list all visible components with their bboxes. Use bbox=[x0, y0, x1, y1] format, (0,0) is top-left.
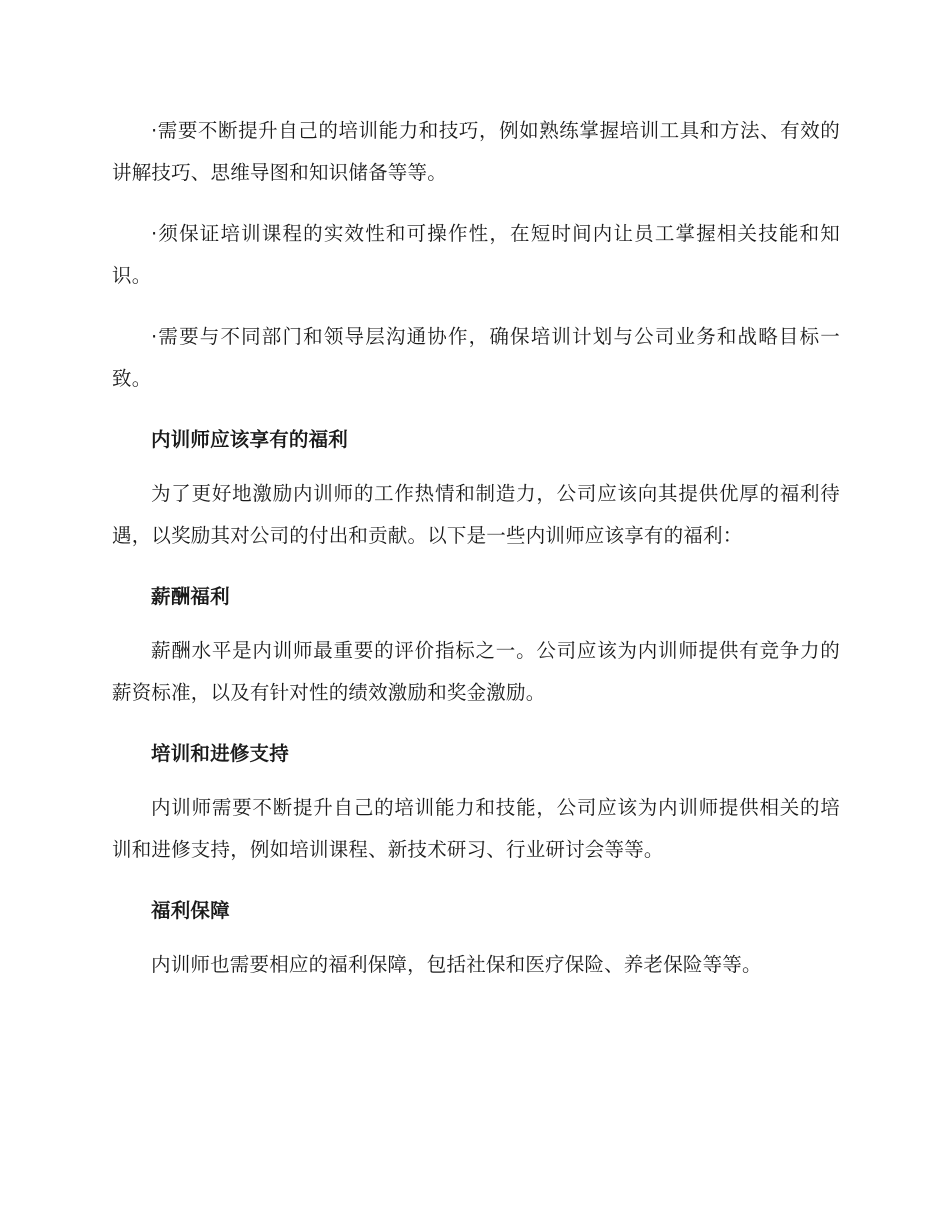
section-heading-benefits: 内训师应该享有的福利 bbox=[151, 428, 349, 451]
paragraph-benefits-intro: 为了更好地激励内训师的工作热情和制造力，公司应该向其提供优厚的福利待遇，以奖励其对公司的付出和贡献。以下是一些内训师应该享有的福利： bbox=[112, 482, 840, 547]
bullet-paragraph-communication: ·需要与不同部门和领导层沟通协作，确保培训计划与公司业务和战略目标一致。 bbox=[112, 325, 840, 390]
subheading-salary: 薪酬福利 bbox=[151, 585, 230, 608]
subheading-training-support: 培训和进修支持 bbox=[151, 742, 289, 765]
paragraph-welfare: 内训师也需要相应的福利保障，包括社保和医疗保险、养老保险等等。 bbox=[151, 953, 762, 976]
bullet-paragraph-training-skills: ·需要不断提升自己的培训能力和技巧，例如熟练掌握培训工具和方法、有效的讲解技巧、思维导图和知识储备等等。 bbox=[112, 119, 840, 184]
bullet-paragraph-course-effectiveness: ·须保证培训课程的实效性和可操作性，在短时间内让员工掌握相关技能和知识。 bbox=[112, 222, 840, 287]
paragraph-training-support: 内训师需要不断提升自己的培训能力和技能，公司应该为内训师提供相关的培训和进修支持，例如培训课程、新技术研习、行业研讨会等等。 bbox=[112, 796, 840, 861]
subheading-welfare: 福利保障 bbox=[151, 899, 230, 922]
paragraph-salary: 薪酬水平是内训师最重要的评价指标之一。公司应该为内训师提供有竞争力的薪资标准，以及有针对性的绩效激励和奖金激励。 bbox=[112, 639, 840, 704]
